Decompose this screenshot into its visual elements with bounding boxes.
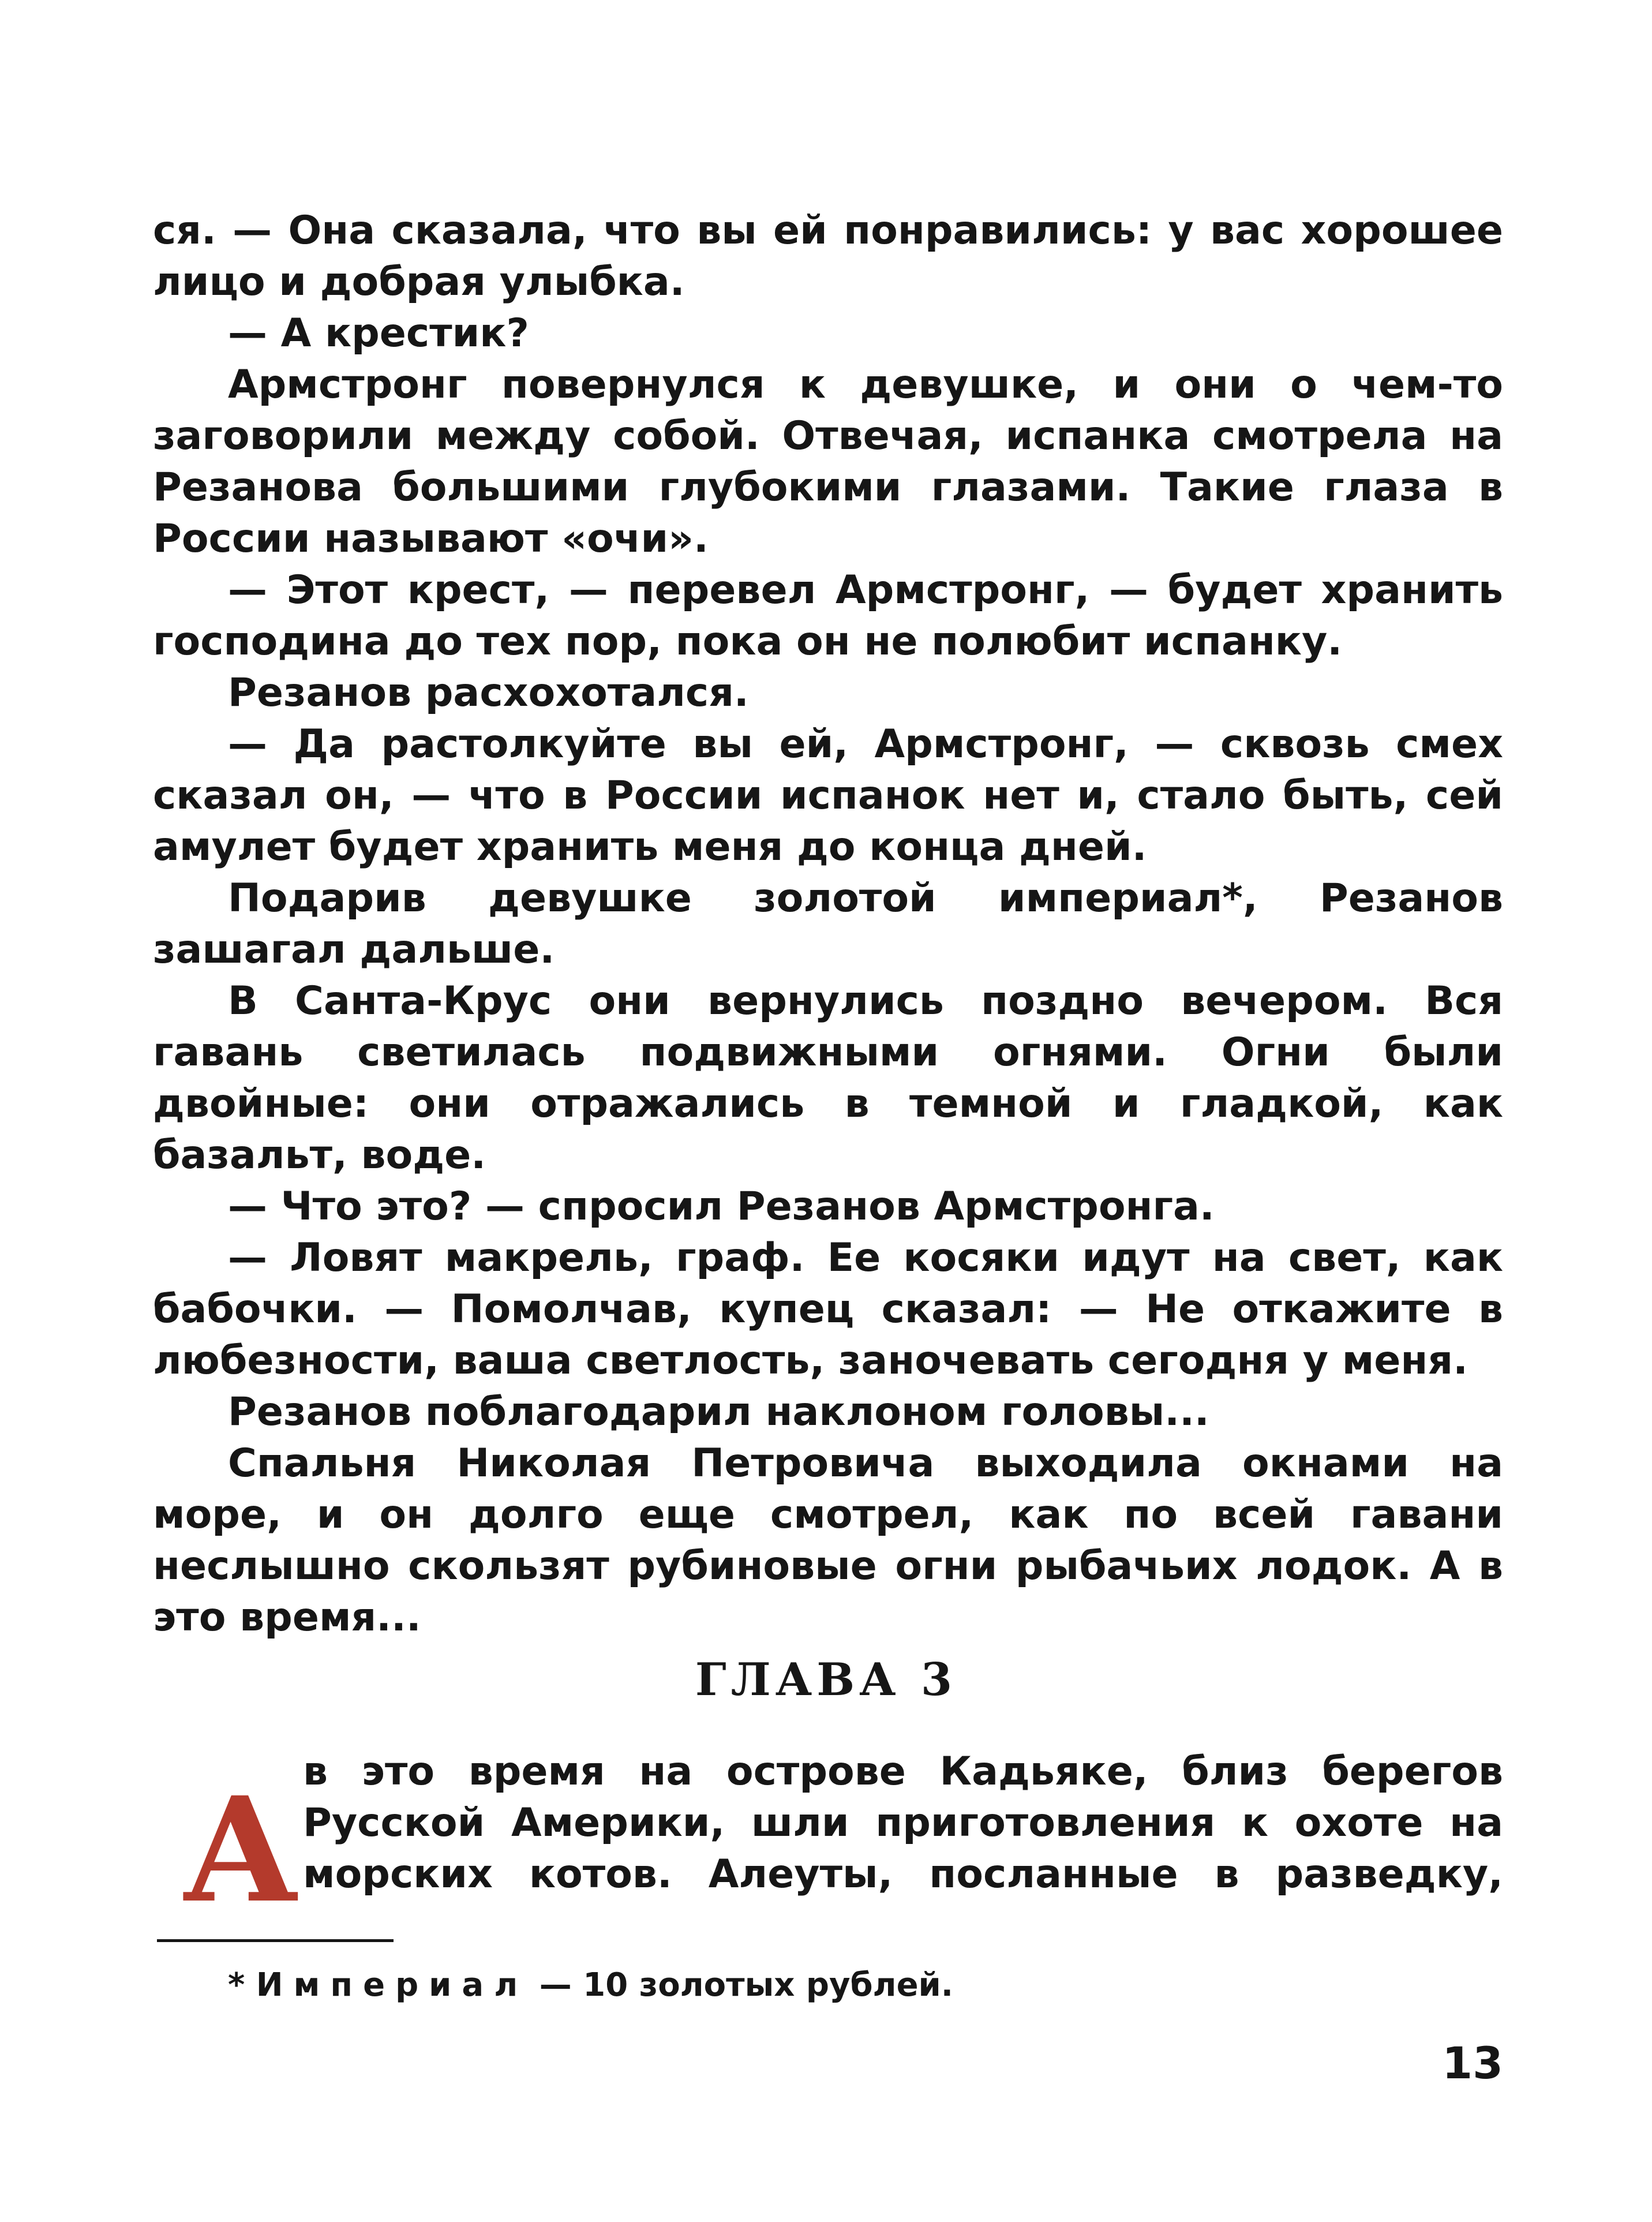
paragraph-2: — А крестик? xyxy=(228,311,529,356)
paragraph-6: — Да растолкуйте вы ей, Армстронг, — сквозь смех сказал он, — что в России испанок нет и, стало быть, сей амулет будет хранить меня до конца дней. xyxy=(153,721,1503,870)
paragraph-7: Подарив девушке золотой империал*, Резанов зашагал дальше. xyxy=(153,876,1503,972)
footnote-marker: * xyxy=(228,1966,256,2004)
chapter-heading: ГЛАВА 3 xyxy=(695,1654,957,1706)
footnote-text: — 10 золотых рублей. xyxy=(528,1966,954,2004)
chapter-line-1: в это время на острове Кадьяке, близ берегов xyxy=(303,1749,1503,1794)
footnote-term: Империал xyxy=(256,1966,529,2004)
paragraph-10: — Ловят макрель, граф. Ее косяки идут на свет, как бабочки. — Помолчав, купец сказал: — Не откажите в любезности, ваша светлость, заночевать сегодня у меня. xyxy=(153,1235,1503,1383)
drop-cap-letter: А xyxy=(182,1765,299,1935)
page-number: 13 xyxy=(1442,2037,1503,2089)
footnote xyxy=(228,1962,953,2008)
paragraph-3: Армстронг повернулся к девушке, и они о чем-то заговорили между собой. Отвечая, испанка смотрела на Резанова большими глубокими глазами. Такие глаза в России называют «очи». xyxy=(153,362,1503,562)
paragraph-11: Резанов поблагодарил наклоном головы... xyxy=(228,1389,1209,1435)
paragraph-12: Спальня Николая Петровича выходила окнами на море, и он долго еще смотрел, как по всей гавани неслышно скользят рубиновые огни рыбачьих лодок. А в это время... xyxy=(153,1441,1503,1640)
paragraph-8: В Санта-Крус они вернулись поздно вечером. Вся гавань светилась подвижными огнями. Огни были двойные: они отражались в темной и гладкой, как базальт, воде. xyxy=(153,978,1503,1178)
body-text xyxy=(153,205,1503,1643)
chapter-line-3: морских котов. Алеуты, посланные в разведку, xyxy=(303,1851,1503,1897)
chapter-line-2: Русской Америки, шли приготовления к охоте на xyxy=(303,1800,1503,1846)
chapter-opening-text xyxy=(303,1746,1503,1900)
paragraph-9: — Что это? — спросил Резанов Армстронга. xyxy=(228,1184,1215,1229)
paragraph-1: ся. — Она сказала, что вы ей понравились: у вас хорошее лицо и добрая улыбка. xyxy=(153,208,1503,305)
paragraph-5: Резанов расхохотался. xyxy=(228,670,749,716)
footnote-divider xyxy=(157,1939,394,1942)
paragraph-4: — Этот крест, — перевел Армстронг, — будет хранить господина до тех пор, пока он не полюбит испанку. xyxy=(153,567,1503,664)
